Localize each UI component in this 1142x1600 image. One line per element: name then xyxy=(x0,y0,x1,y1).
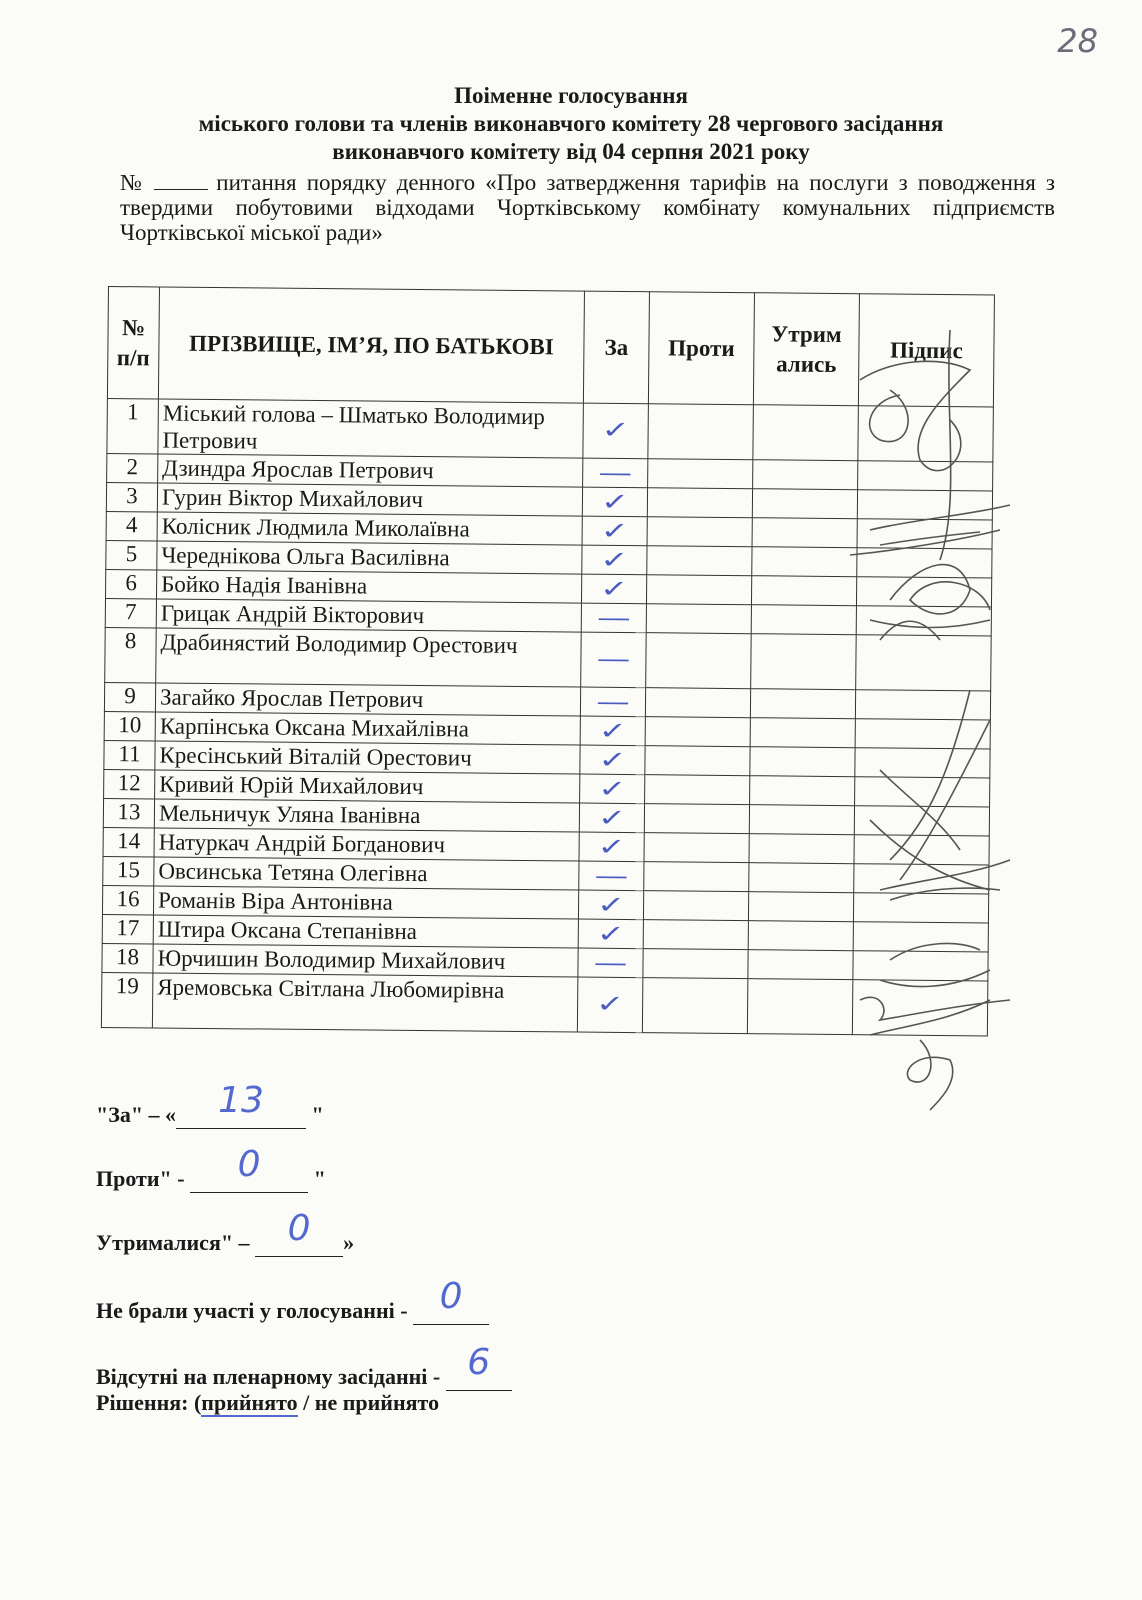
row-proty xyxy=(643,949,748,979)
row-number: 2 xyxy=(107,453,158,482)
rishennia-rest: / не прийнято xyxy=(297,1390,440,1415)
row-utrym xyxy=(750,776,855,806)
row-za-mark xyxy=(579,803,644,833)
row-utrym xyxy=(750,689,855,719)
utrym-label: Утрималися" – xyxy=(96,1230,256,1255)
table-row xyxy=(107,398,993,462)
row-proty xyxy=(645,775,750,805)
voting-table xyxy=(101,286,995,1036)
row-proty xyxy=(647,546,752,576)
row-signature xyxy=(853,922,988,952)
dash-mark-icon: — xyxy=(598,458,633,488)
proty-value: 0 xyxy=(237,1144,261,1185)
row-za-mark xyxy=(582,516,647,546)
summary-proty xyxy=(96,1144,326,1193)
agenda-number-sign: № xyxy=(120,170,147,195)
row-proty xyxy=(648,404,754,460)
row-name: Грицак Андрій Вікторович xyxy=(156,599,581,632)
document-header xyxy=(0,82,1142,166)
row-signature xyxy=(858,406,994,462)
row-proty xyxy=(646,604,751,634)
row-za-mark xyxy=(579,861,644,891)
proty-blank xyxy=(190,1144,308,1193)
dash-mark-icon: — xyxy=(594,861,629,891)
row-signature xyxy=(854,835,989,865)
row-proty xyxy=(647,517,752,547)
row-proty xyxy=(645,746,750,776)
row-name: Драбинястий Володимир Орестович xyxy=(156,628,582,687)
row-signature xyxy=(855,690,990,720)
row-utrym xyxy=(748,921,853,951)
header-za: За xyxy=(583,291,649,404)
row-number: 17 xyxy=(102,914,153,943)
row-utrym xyxy=(751,634,857,690)
row-name: Кривий Юрій Михайлович xyxy=(155,770,580,803)
row-utrym xyxy=(749,805,854,835)
agenda-text: питання порядку денного «Про затвердження тарифів на послуги з поводження з твердими побутовими відходами Чортківському комбінату комунальних підприємств Чортківської міської ради» xyxy=(120,170,1055,245)
row-proty xyxy=(643,920,748,950)
vidsutni-value: 6 xyxy=(467,1342,491,1383)
row-name: Натуркач Андрій Богданович xyxy=(154,828,579,861)
row-utrym xyxy=(749,863,854,893)
row-number: 16 xyxy=(102,885,153,914)
row-utrym xyxy=(748,892,853,922)
check-mark-icon: ✓ xyxy=(596,919,626,948)
agenda-item xyxy=(120,170,1055,245)
row-number: 5 xyxy=(106,540,157,569)
utrym-blank xyxy=(255,1208,343,1257)
row-proty xyxy=(643,891,748,921)
row-za-mark xyxy=(579,832,644,862)
check-mark-icon: ✓ xyxy=(595,989,625,1018)
title-line-2: міського голови та членів виконавчого комітету 28 чергового засідання xyxy=(198,111,944,136)
dash-mark-icon: — xyxy=(596,644,631,674)
rishennia-label: Рішення: ( xyxy=(96,1390,202,1415)
row-utrym xyxy=(750,718,855,748)
check-mark-icon: ✓ xyxy=(598,745,627,774)
header-pidpys: Підпис xyxy=(858,294,994,407)
summary-za xyxy=(96,1080,324,1129)
row-name: Штира Оксана Степанівна xyxy=(153,915,578,948)
row-utrym xyxy=(752,518,857,548)
row-number: 11 xyxy=(104,740,155,769)
summary-utrym xyxy=(96,1208,355,1257)
proty-label: Проти" - xyxy=(96,1166,191,1191)
za-label: "За" – « xyxy=(96,1102,177,1127)
summary-rishennia xyxy=(96,1390,439,1416)
check-mark-icon: ✓ xyxy=(601,415,630,445)
ne-braly-label: Не брали участі у голосуванні - xyxy=(96,1298,414,1323)
title-line-3: виконавчого комітету від 04 серпня 2021 року xyxy=(332,139,810,164)
row-proty xyxy=(648,459,753,489)
row-number: 13 xyxy=(103,798,154,827)
row-number: 19 xyxy=(101,972,153,1027)
row-number: 15 xyxy=(103,856,154,885)
dash-mark-icon: — xyxy=(596,687,630,717)
row-name: Череднікова Ольга Василівна xyxy=(157,541,582,574)
row-name: Загайко Ярослав Петрович xyxy=(155,683,580,716)
header-proty: Проти xyxy=(648,292,754,405)
page-number: 28 xyxy=(1057,22,1098,60)
row-za-mark xyxy=(582,487,647,517)
row-utrym xyxy=(749,834,854,864)
za-blank xyxy=(176,1080,306,1129)
row-number: 9 xyxy=(104,682,155,711)
row-signature xyxy=(856,635,992,691)
row-utrym xyxy=(747,979,853,1035)
row-proty xyxy=(646,575,751,605)
header-number: № п/п xyxy=(107,287,159,399)
utrym-close: » xyxy=(343,1230,355,1255)
row-za-mark xyxy=(580,716,645,746)
rishennia-accepted: прийнято xyxy=(201,1390,298,1415)
proty-close: " xyxy=(308,1166,326,1191)
row-name: Бойко Надія Іванівна xyxy=(156,570,581,603)
check-mark-icon: ✓ xyxy=(599,574,629,604)
row-signature xyxy=(855,748,990,778)
vidsutni-blank xyxy=(446,1342,512,1391)
row-signature xyxy=(857,548,992,578)
row-signature xyxy=(853,893,988,923)
ne-braly-blank xyxy=(413,1276,489,1325)
row-signature xyxy=(853,951,988,981)
row-za-mark xyxy=(580,774,645,804)
za-close: " xyxy=(306,1102,324,1127)
row-za-mark xyxy=(578,890,643,920)
row-number: 10 xyxy=(104,711,155,740)
row-utrym xyxy=(753,460,858,490)
row-name: Романів Віра Антонівна xyxy=(153,886,578,919)
row-utrym xyxy=(753,405,859,461)
ne-braly-value: 0 xyxy=(439,1276,463,1317)
row-utrym xyxy=(752,489,857,519)
row-name: Міський голова – Шматько Володимир Петрович xyxy=(158,399,584,458)
row-proty xyxy=(644,833,749,863)
check-mark-icon: ✓ xyxy=(597,774,627,803)
row-signature xyxy=(855,719,990,749)
agenda-number-blank xyxy=(154,171,208,190)
row-name: Дзиндра Ярослав Петрович xyxy=(158,454,583,487)
row-signature xyxy=(857,490,992,520)
row-proty xyxy=(644,862,749,892)
row-name: Карпінська Оксана Михайлівна xyxy=(155,712,580,745)
dash-mark-icon: — xyxy=(593,948,628,978)
row-number: 3 xyxy=(106,482,157,511)
check-mark-icon: ✓ xyxy=(598,716,627,746)
check-mark-icon: ✓ xyxy=(600,487,630,517)
row-number: 6 xyxy=(106,569,157,598)
title-line-1: Поіменне голосування xyxy=(454,83,688,108)
row-proty xyxy=(646,633,752,689)
row-utrym xyxy=(752,547,857,577)
check-mark-icon: ✓ xyxy=(600,516,629,546)
row-za-mark xyxy=(581,632,647,688)
row-za-mark xyxy=(583,403,649,459)
row-name: Колісник Людмила Миколаївна xyxy=(157,512,582,545)
check-mark-icon: ✓ xyxy=(596,890,626,919)
row-signature xyxy=(854,806,989,836)
row-signature xyxy=(857,519,992,549)
row-signature xyxy=(856,577,991,607)
row-number: 1 xyxy=(107,398,159,453)
row-number: 12 xyxy=(104,769,155,798)
header-name: ПРІЗВИЩЕ, ІМ’Я, ПО БАТЬКОВІ xyxy=(158,287,584,403)
za-value: 13 xyxy=(218,1080,264,1121)
row-utrym xyxy=(750,747,855,777)
row-za-mark xyxy=(581,603,646,633)
table-row xyxy=(101,972,987,1036)
check-mark-icon: ✓ xyxy=(600,545,629,575)
check-mark-icon: ✓ xyxy=(597,832,626,861)
row-number: 8 xyxy=(105,627,157,682)
row-signature xyxy=(858,461,993,491)
dash-mark-icon: — xyxy=(596,603,631,633)
row-proty xyxy=(645,717,750,747)
row-number: 7 xyxy=(105,598,156,627)
row-za-mark xyxy=(580,745,645,775)
row-za-mark xyxy=(582,545,647,575)
row-proty xyxy=(647,488,752,518)
row-za-mark xyxy=(578,919,643,949)
row-name: Гурин Віктор Михайлович xyxy=(157,483,582,516)
row-name: Кресінський Віталій Орестович xyxy=(155,741,580,774)
row-number: 14 xyxy=(103,827,154,856)
row-proty xyxy=(644,804,749,834)
row-signature xyxy=(856,606,991,636)
row-number: 18 xyxy=(102,943,153,972)
row-name: Юрчишин Володимир Михайлович xyxy=(153,944,578,977)
row-name: Мельничук Уляна Іванівна xyxy=(154,799,579,832)
row-name: Овсинська Тетяна Олегівна xyxy=(154,857,579,890)
summary-ne-braly xyxy=(96,1276,489,1325)
row-proty xyxy=(645,688,750,718)
row-utrym xyxy=(751,605,856,635)
header-utrym: Утрим ались xyxy=(753,293,859,406)
row-utrym xyxy=(748,950,853,980)
row-za-mark xyxy=(578,948,643,978)
row-signature xyxy=(854,864,989,894)
row-number: 4 xyxy=(106,511,157,540)
utrym-value: 0 xyxy=(287,1208,311,1249)
row-signature xyxy=(855,777,990,807)
row-za-mark xyxy=(583,458,648,488)
row-za-mark xyxy=(577,977,643,1033)
row-za-mark xyxy=(581,574,646,604)
row-signature xyxy=(852,980,988,1036)
row-utrym xyxy=(751,576,856,606)
summary-vidsutni xyxy=(96,1342,512,1391)
row-za-mark xyxy=(580,687,645,717)
vidsutni-label: Відсутні на пленарному засіданні - xyxy=(96,1364,446,1389)
check-mark-icon: ✓ xyxy=(597,803,627,832)
row-name: Яремовська Світлана Любомирівна xyxy=(152,973,578,1032)
table-row xyxy=(105,627,991,691)
row-proty xyxy=(642,978,748,1034)
